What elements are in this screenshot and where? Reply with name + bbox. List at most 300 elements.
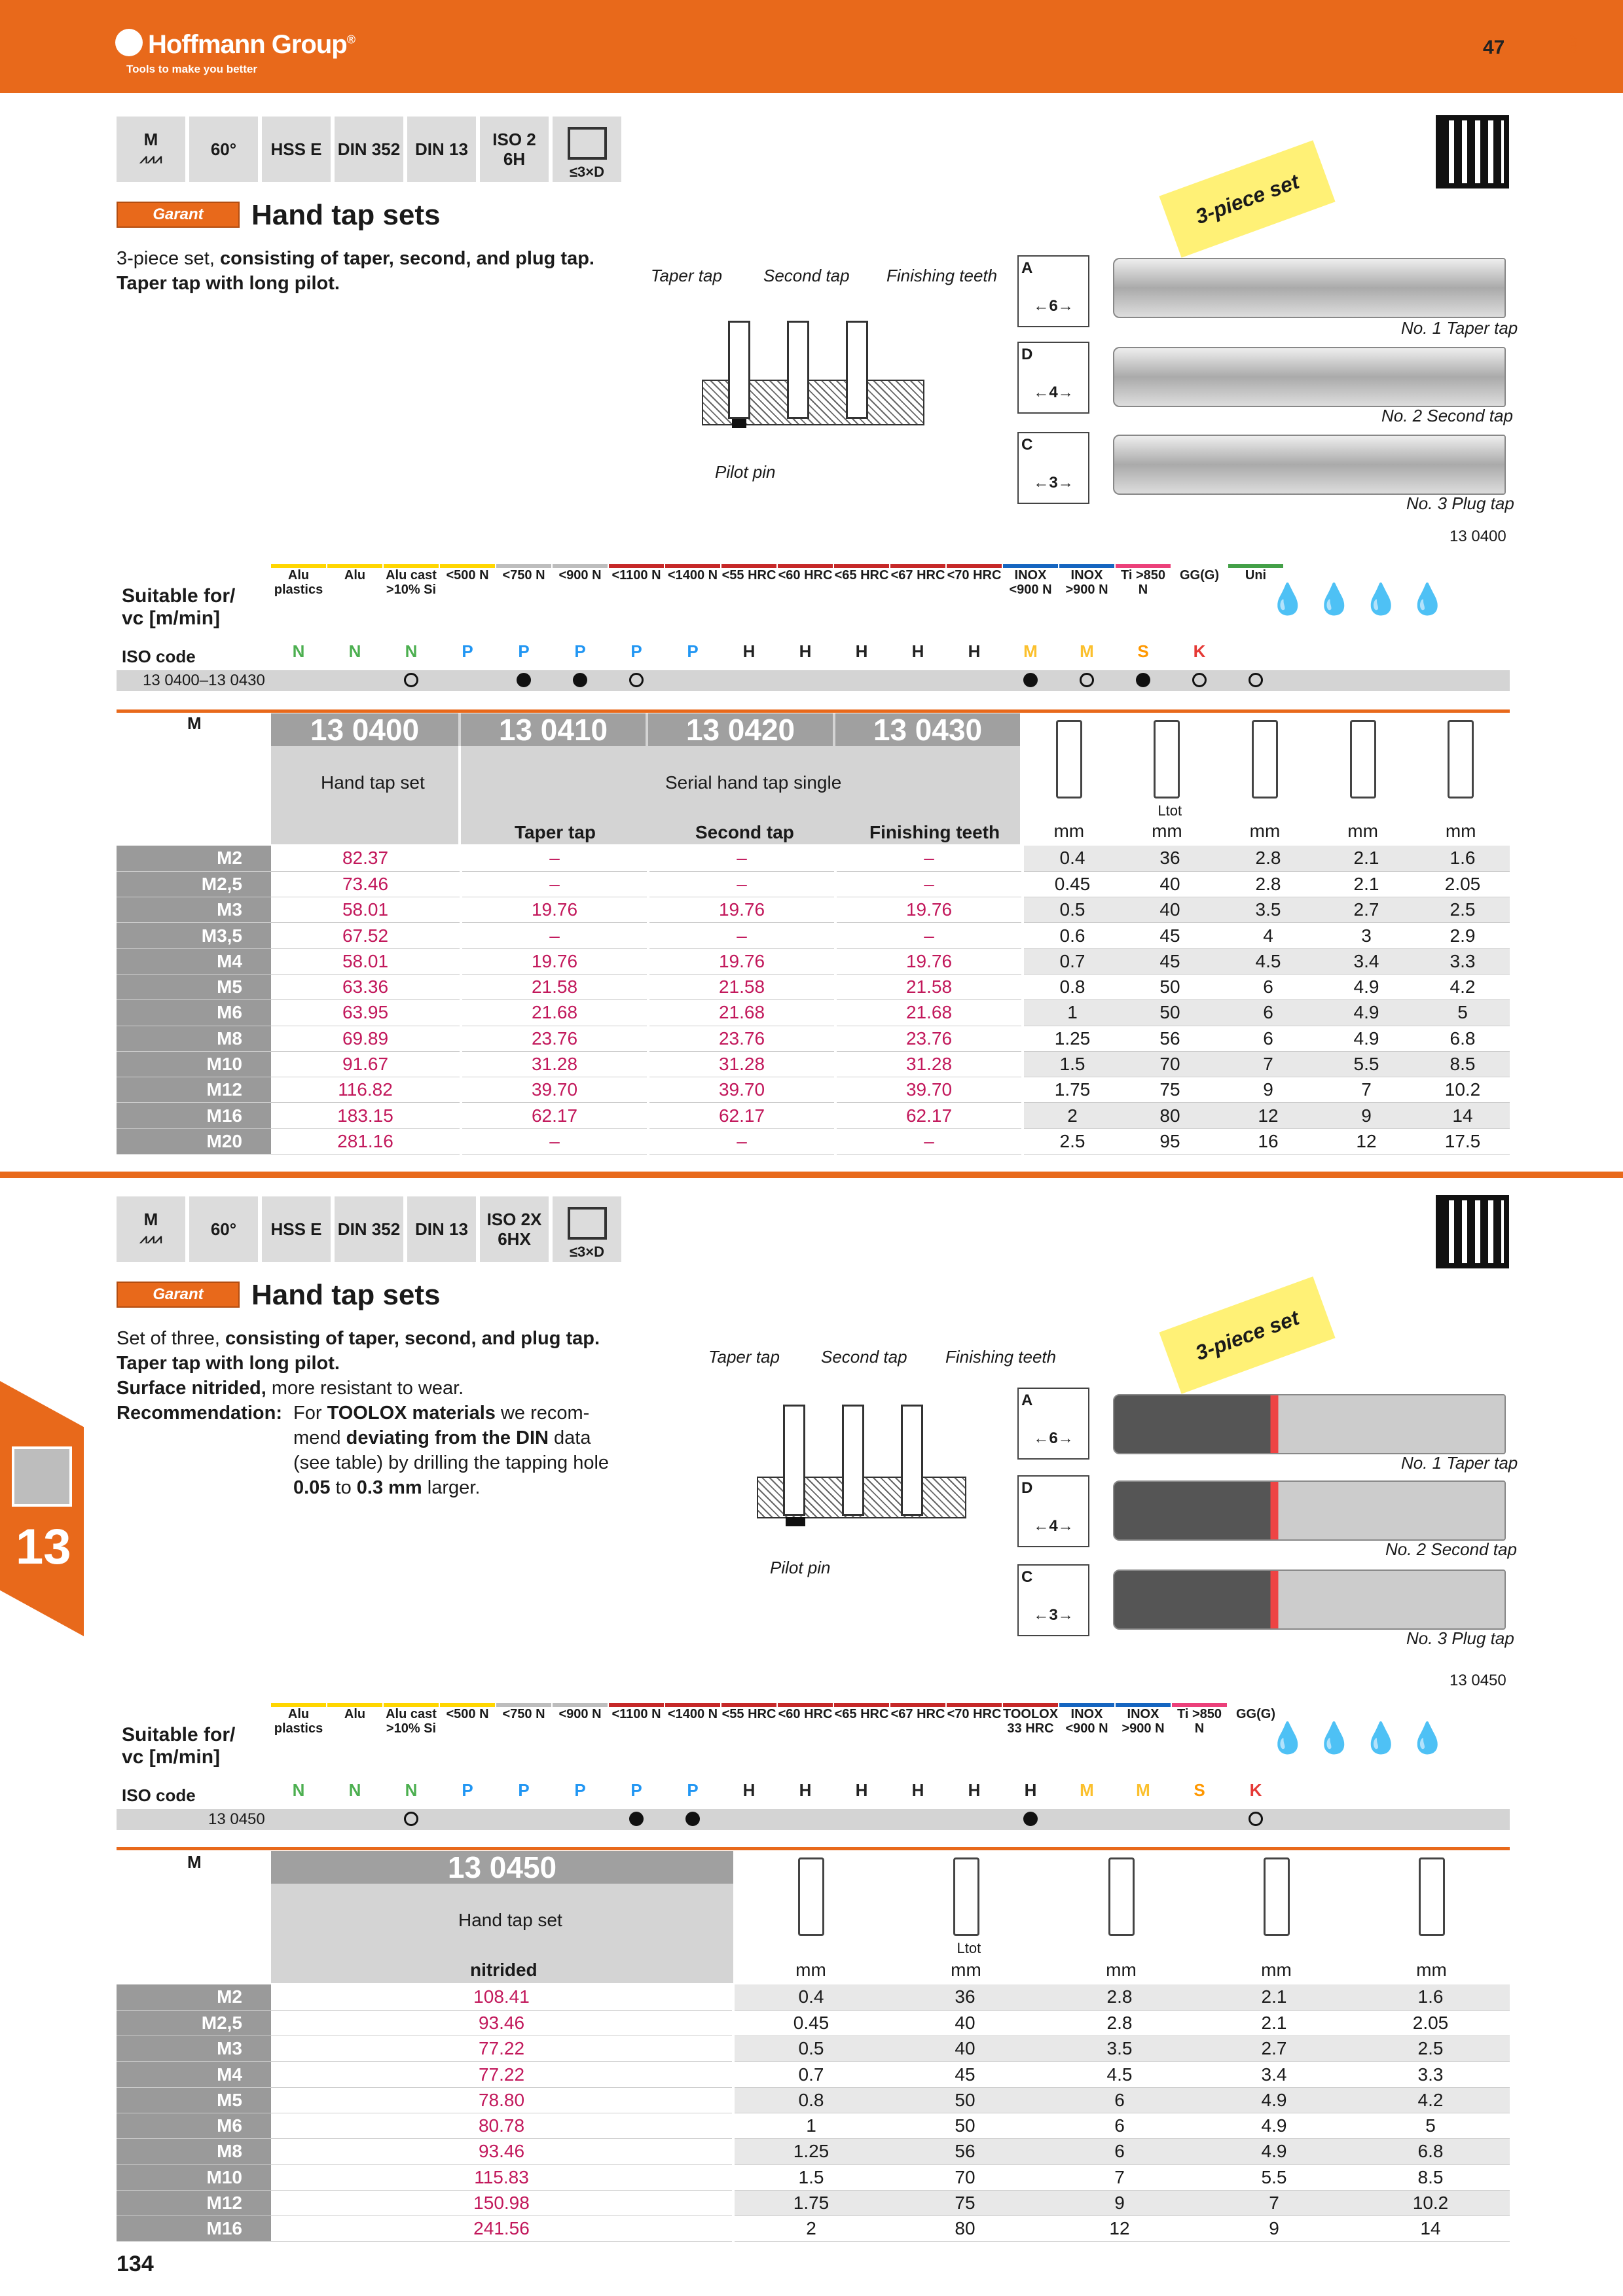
table-row bbox=[117, 2113, 1510, 2138]
price-cell: 183.15 bbox=[271, 1103, 461, 1128]
dimension-cell: 36 bbox=[1121, 846, 1219, 871]
category-15: INOX >900 N bbox=[1122, 1707, 1165, 1736]
category-6: <1100 N bbox=[611, 1707, 661, 1721]
dimension-cell: 3.4 bbox=[1317, 948, 1415, 974]
iso-code-2: N bbox=[405, 641, 418, 661]
dimension-cell: 6 bbox=[1042, 2139, 1197, 2164]
price-cell: 73.46 bbox=[271, 871, 461, 897]
dimension-cell: 1.25 bbox=[733, 2139, 888, 2164]
dimension-cell: 3.4 bbox=[1197, 2062, 1351, 2087]
price-cell: 39.70 bbox=[648, 1077, 835, 1103]
table1 bbox=[117, 846, 1510, 1155]
brand-logo-icon bbox=[115, 29, 143, 56]
unit-label: mm bbox=[1249, 821, 1281, 841]
dimension-cell: 1.75 bbox=[1023, 1077, 1121, 1103]
section2-title: Hand tap sets bbox=[251, 1279, 441, 1311]
dimension-cell: 1.6 bbox=[1351, 1984, 1510, 2010]
spec-thread-m: M ⩘⩘⩘ bbox=[117, 117, 185, 182]
price-cell: – bbox=[648, 1128, 835, 1154]
table-row bbox=[117, 2036, 1510, 2062]
category-columns bbox=[271, 568, 1358, 666]
price-cell: 78.80 bbox=[271, 2087, 733, 2113]
iso-code-3: P bbox=[462, 641, 473, 661]
col-nitrided: nitrided bbox=[470, 1960, 538, 1980]
unit-label: mm bbox=[951, 1960, 981, 1980]
iso-code-15: M bbox=[1136, 1780, 1150, 1800]
size-cell: M6 bbox=[117, 1000, 271, 1026]
iso-code-11: H bbox=[911, 641, 924, 661]
tap-image-3 bbox=[1113, 1570, 1506, 1630]
table-row bbox=[117, 923, 1510, 948]
brand-name: Hoffmann Group® bbox=[148, 30, 355, 59]
hand-tap-set-label: Hand tap set bbox=[321, 772, 425, 793]
iso-code-12: H bbox=[968, 1780, 981, 1800]
dimension-cell: 6 bbox=[1219, 1000, 1317, 1026]
size-cell: M5 bbox=[117, 974, 271, 999]
price-cell: 91.67 bbox=[271, 1051, 461, 1077]
iso-code-11: H bbox=[911, 1780, 924, 1800]
dimension-cell: 4.9 bbox=[1317, 1026, 1415, 1051]
price-cell: – bbox=[648, 871, 835, 897]
unit-label: mm bbox=[1445, 821, 1476, 841]
category-0: Alu plastics bbox=[274, 1707, 323, 1736]
spec-icons bbox=[117, 117, 621, 182]
dimension-cell: 4.9 bbox=[1197, 2087, 1351, 2113]
iso-code-2: N bbox=[405, 1780, 418, 1800]
article-13-0450: 13 0450 bbox=[271, 1851, 733, 1884]
spec-din352: DIN 352 bbox=[335, 117, 403, 182]
size-cell: M4 bbox=[117, 948, 271, 974]
spec-depth: ≤3×D bbox=[553, 117, 621, 182]
table-row bbox=[117, 2087, 1510, 2113]
dimension-cell: 5.5 bbox=[1197, 2164, 1351, 2190]
size-cell: M2 bbox=[117, 1984, 271, 2010]
size-cell: M3 bbox=[117, 2036, 271, 2062]
price-cell: – bbox=[461, 846, 648, 871]
category-9: <60 HRC bbox=[778, 1707, 833, 1721]
price-cell: 63.36 bbox=[271, 974, 461, 999]
col-second: Second tap bbox=[695, 822, 794, 842]
price-cell: 21.58 bbox=[461, 974, 648, 999]
chapter-tab bbox=[0, 1381, 84, 1636]
category-5: <900 N bbox=[558, 1707, 602, 1721]
price-cell: 67.52 bbox=[271, 923, 461, 948]
dimension-cell: 3.5 bbox=[1219, 897, 1317, 923]
price-cell: 19.76 bbox=[461, 897, 648, 923]
iso-code-6: P bbox=[630, 1780, 642, 1800]
dimension-icon bbox=[1252, 720, 1278, 798]
dimension-cell: 2 bbox=[733, 2216, 888, 2242]
dimension-cell: 2.1 bbox=[1197, 1984, 1351, 2010]
dimension-cell: 12 bbox=[1317, 1128, 1415, 1154]
table1-col-m: M bbox=[187, 713, 202, 733]
price-cell: 62.17 bbox=[461, 1103, 648, 1128]
coolant-icons: 💧💧💧💧 bbox=[1269, 582, 1456, 616]
dimension-cell: 7 bbox=[1197, 2190, 1351, 2215]
iso-code-12: H bbox=[968, 641, 981, 661]
dimension-cell: 16 bbox=[1219, 1128, 1317, 1154]
tap-image-1 bbox=[1113, 1394, 1506, 1454]
dimension-cell: 45 bbox=[1121, 948, 1219, 974]
dimension-cell: 95 bbox=[1121, 1128, 1219, 1154]
dimension-cell: 45 bbox=[888, 2062, 1042, 2087]
iso-code-5: P bbox=[574, 1780, 586, 1800]
dimension-icon bbox=[1056, 720, 1082, 798]
dimension-cell: 75 bbox=[888, 2190, 1042, 2215]
size-cell: M8 bbox=[117, 2139, 271, 2164]
dimension-cell: 1 bbox=[1023, 1000, 1121, 1026]
price-cell: 23.76 bbox=[835, 1026, 1023, 1051]
dimension-cell: 50 bbox=[1121, 1000, 1219, 1026]
category-2: Alu cast >10% Si bbox=[386, 568, 437, 597]
conditional-dot bbox=[1192, 673, 1207, 687]
dimension-cell: 40 bbox=[888, 2010, 1042, 2036]
dimension-cell: 0.45 bbox=[733, 2010, 888, 2036]
iso-code-3: P bbox=[462, 1780, 473, 1800]
category-4: <750 N bbox=[502, 1707, 545, 1721]
size-cell: M20 bbox=[117, 1128, 271, 1154]
dimension-cell: 80 bbox=[888, 2216, 1042, 2242]
suitability-block bbox=[117, 568, 1510, 694]
iso-code-13: H bbox=[1024, 1780, 1037, 1800]
dimension-cell: 4.2 bbox=[1415, 974, 1510, 999]
price-cell: 108.41 bbox=[271, 1984, 733, 2010]
dimension-cell: 6.8 bbox=[1351, 2139, 1510, 2164]
table-row bbox=[117, 974, 1510, 999]
dimension-cell: 6 bbox=[1219, 974, 1317, 999]
dimension-icon bbox=[798, 1857, 824, 1936]
dimension-cell: 4.9 bbox=[1197, 2113, 1351, 2138]
category-7: <1400 N bbox=[667, 568, 718, 583]
size-cell: M2,5 bbox=[117, 871, 271, 897]
category-11: <67 HRC bbox=[890, 568, 945, 583]
label-taper-tap: Taper tap bbox=[708, 1347, 780, 1367]
size-cell: M12 bbox=[117, 2190, 271, 2215]
price-cell: – bbox=[461, 923, 648, 948]
price-cell: 58.01 bbox=[271, 897, 461, 923]
price-cell: 19.76 bbox=[461, 948, 648, 974]
suitable-dot bbox=[1023, 1812, 1038, 1826]
unit-label: mm bbox=[1106, 1960, 1137, 1980]
dimension-cell: 2.8 bbox=[1042, 2010, 1197, 2036]
price-cell: 77.22 bbox=[271, 2062, 733, 2087]
vc-label: vc [m/min] bbox=[122, 607, 221, 629]
dimension-cell: 2.7 bbox=[1197, 2036, 1351, 2062]
size-cell: M4 bbox=[117, 2062, 271, 2087]
table-row bbox=[117, 948, 1510, 974]
iso-code-15: S bbox=[1137, 641, 1149, 661]
conditional-dot bbox=[1080, 673, 1094, 687]
spec-material: HSS E bbox=[262, 117, 331, 182]
dimension-cell: 8.5 bbox=[1415, 1051, 1510, 1077]
category-3: <500 N bbox=[446, 568, 489, 583]
article-ref: 13 0400 bbox=[1450, 528, 1506, 545]
section2-description: Set of three, consisting of taper, second, and plug tap. Taper tap with long pilot. Surface nitrided, more resistant to wear. Recommendation: For TOOLOX materials we recom- mend deviating from the DIN data (see table) by drilling the tapping hole 0.05 to 0.3 mm larger. bbox=[117, 1328, 610, 1498]
price-cell: 63.95 bbox=[271, 1000, 461, 1026]
category-14: INOX >900 N bbox=[1065, 568, 1108, 597]
dimension-cell: 6.8 bbox=[1415, 1026, 1510, 1051]
dimension-cell: 5 bbox=[1351, 2113, 1510, 2138]
coolant-icons: 💧💧💧💧 bbox=[1269, 1721, 1456, 1755]
dimension-cell: 0.5 bbox=[733, 2036, 888, 2062]
dimension-cell: 9 bbox=[1042, 2190, 1197, 2215]
dimension-icon bbox=[1154, 720, 1180, 798]
dimension-cell: 12 bbox=[1042, 2216, 1197, 2242]
unit-label: mm bbox=[1261, 1960, 1292, 1980]
size-cell: M5 bbox=[117, 2087, 271, 2113]
dimension-cell: 56 bbox=[888, 2139, 1042, 2164]
dimension-cell: 40 bbox=[888, 2036, 1042, 2062]
table-row bbox=[117, 1026, 1510, 1051]
category-8: <55 HRC bbox=[721, 1707, 776, 1721]
profile-c: C ←3→ bbox=[1017, 1564, 1089, 1636]
tap-diagram-2 bbox=[757, 1391, 966, 1529]
dimension-cell: 4.9 bbox=[1317, 974, 1415, 999]
category-5: <900 N bbox=[558, 568, 602, 583]
dimension-cell: 4.9 bbox=[1317, 1000, 1415, 1026]
article-13-0400: 13 0400 bbox=[271, 713, 458, 746]
hand-tap-set-label: Hand tap set bbox=[458, 1910, 562, 1930]
price-cell: 23.76 bbox=[648, 1026, 835, 1051]
price-cell: 62.17 bbox=[648, 1103, 835, 1128]
suitable-dot bbox=[629, 1812, 644, 1826]
tap-caption-2: No. 2 Second tap bbox=[1381, 406, 1513, 425]
category-17: GG(G) bbox=[1236, 1707, 1275, 1721]
category-16: Ti >850 N bbox=[1176, 1707, 1222, 1736]
iso-code-5: P bbox=[574, 641, 586, 661]
dimension-cell: 2.5 bbox=[1351, 2036, 1510, 2062]
dimension-cell: 6 bbox=[1042, 2087, 1197, 2113]
price-cell: 116.82 bbox=[271, 1077, 461, 1103]
dimension-cell: 6 bbox=[1042, 2113, 1197, 2138]
dimension-cell: 75 bbox=[1121, 1077, 1219, 1103]
range-label: 13 0400–13 0430 bbox=[143, 672, 265, 689]
iso-code-16: K bbox=[1193, 641, 1206, 661]
garant-badge: Garant bbox=[117, 1282, 240, 1308]
price-cell: 150.98 bbox=[271, 2190, 733, 2215]
category-3: <500 N bbox=[446, 1707, 489, 1721]
price-cell: 77.22 bbox=[271, 2036, 733, 2062]
dimension-cell: 56 bbox=[1121, 1026, 1219, 1051]
size-cell: M16 bbox=[117, 2216, 271, 2242]
profile-d: D ←4→ bbox=[1017, 342, 1089, 414]
range-label: 13 0450 bbox=[208, 1810, 265, 1828]
category-10: <65 HRC bbox=[834, 1707, 889, 1721]
dimension-cell: 2.5 bbox=[1415, 897, 1510, 923]
table-row bbox=[117, 2164, 1510, 2190]
depth-icon bbox=[568, 1207, 607, 1240]
iso-code-label: ISO code bbox=[122, 647, 196, 666]
unit-label: mm bbox=[1152, 821, 1182, 841]
profile-a: A ←6→ bbox=[1017, 1388, 1089, 1460]
dimension-cell: 2.8 bbox=[1219, 871, 1317, 897]
price-cell: 80.78 bbox=[271, 2113, 733, 2138]
spec-material: HSS E bbox=[262, 1196, 331, 1262]
suitable-dot bbox=[1023, 673, 1038, 687]
table-row bbox=[117, 1103, 1510, 1128]
dimension-cell: 3.3 bbox=[1415, 948, 1510, 974]
category-10: <65 HRC bbox=[834, 568, 889, 583]
table-row bbox=[117, 871, 1510, 897]
size-cell: M3,5 bbox=[117, 923, 271, 948]
label-finishing-teeth: Finishing teeth bbox=[945, 1347, 1057, 1367]
table-row bbox=[117, 2216, 1510, 2242]
dimension-cell: 40 bbox=[1121, 897, 1219, 923]
price-cell: 241.56 bbox=[271, 2216, 733, 2242]
table-row bbox=[117, 1000, 1510, 1026]
page-number-bottom: 134 bbox=[117, 2251, 154, 2276]
dimension-cell: 0.4 bbox=[733, 1984, 888, 2010]
suitable-label: Suitable for/ bbox=[122, 1724, 236, 1746]
size-cell: M10 bbox=[117, 2164, 271, 2190]
iso-code-8: H bbox=[742, 1780, 756, 1800]
dimension-cell: 4.2 bbox=[1351, 2087, 1510, 2113]
tap-image-1 bbox=[1113, 258, 1506, 318]
qr-code-icon bbox=[1436, 115, 1509, 188]
depth-icon bbox=[568, 127, 607, 160]
tap-image-2 bbox=[1113, 1480, 1506, 1541]
label-pilot-pin: Pilot pin bbox=[770, 1558, 831, 1577]
table-row bbox=[117, 2010, 1510, 2036]
size-cell: M8 bbox=[117, 1026, 271, 1051]
col-taper: Taper tap bbox=[515, 822, 596, 842]
category-1: Alu bbox=[344, 568, 366, 583]
table-row bbox=[117, 2139, 1510, 2164]
dimension-cell: 6 bbox=[1219, 1026, 1317, 1051]
dimension-icon bbox=[1419, 1857, 1445, 1936]
category-9: <60 HRC bbox=[778, 568, 833, 583]
category-11: <67 HRC bbox=[890, 1707, 945, 1721]
dimension-cell: 2.8 bbox=[1042, 1984, 1197, 2010]
category-15: Ti >850 N bbox=[1120, 568, 1166, 597]
spec-angle: 60° bbox=[189, 117, 258, 182]
spec-depth: ≤3×D bbox=[553, 1196, 621, 1262]
iso-code-9: H bbox=[799, 641, 812, 661]
price-cell: – bbox=[461, 1128, 648, 1154]
category-12: <70 HRC bbox=[947, 1707, 1002, 1721]
category-columns bbox=[271, 1707, 1358, 1805]
serial-label: Serial hand tap single bbox=[665, 772, 842, 793]
category-2: Alu cast >10% Si bbox=[386, 1707, 437, 1736]
section-separator bbox=[0, 1172, 1623, 1178]
label-taper-tap: Taper tap bbox=[651, 266, 722, 285]
dimension-cell: 4.5 bbox=[1219, 948, 1317, 974]
dimension-cell: 50 bbox=[888, 2113, 1042, 2138]
suitable-dot bbox=[517, 673, 531, 687]
dimension-cell: 1 bbox=[733, 2113, 888, 2138]
size-cell: M3 bbox=[117, 897, 271, 923]
dimension-cell: 1.25 bbox=[1023, 1026, 1121, 1051]
price-cell: 82.37 bbox=[271, 846, 461, 871]
dimension-cell: 5 bbox=[1415, 1000, 1510, 1026]
dimension-cell: 9 bbox=[1317, 1103, 1415, 1128]
dimension-cell: 3.5 bbox=[1042, 2036, 1197, 2062]
three-piece-stamp: 3-piece set bbox=[1159, 140, 1335, 257]
label-second-tap: Second tap bbox=[821, 1347, 907, 1367]
brand-slogan: Tools to make you better bbox=[126, 63, 257, 75]
ltot-label: Ltot bbox=[1158, 802, 1182, 819]
price-cell: – bbox=[835, 1128, 1023, 1154]
category-17: Uni bbox=[1245, 568, 1267, 583]
table-row bbox=[117, 1984, 1510, 2010]
article-ref: 13 0450 bbox=[1450, 1672, 1506, 1689]
price-cell: 31.28 bbox=[461, 1051, 648, 1077]
tap-caption-1: No. 1 Taper tap bbox=[1401, 318, 1518, 338]
size-cell: M16 bbox=[117, 1103, 271, 1128]
dimension-cell: 3.3 bbox=[1351, 2062, 1510, 2087]
price-cell: 115.83 bbox=[271, 2164, 733, 2190]
price-cell: 39.70 bbox=[461, 1077, 648, 1103]
price-cell: 21.68 bbox=[461, 1000, 648, 1026]
unit-label: mm bbox=[1416, 1960, 1447, 1980]
dimension-cell: 12 bbox=[1219, 1103, 1317, 1128]
table-row bbox=[117, 1051, 1510, 1077]
drill-icon bbox=[12, 1446, 72, 1507]
price-cell: – bbox=[835, 846, 1023, 871]
price-cell: – bbox=[461, 871, 648, 897]
price-cell: 93.46 bbox=[271, 2139, 733, 2164]
article-13-0420: 13 0420 bbox=[648, 713, 833, 746]
dimension-cell: 9 bbox=[1197, 2216, 1351, 2242]
iso-code-1: N bbox=[348, 641, 361, 661]
dimension-cell: 3 bbox=[1317, 923, 1415, 948]
size-cell: M6 bbox=[117, 2113, 271, 2138]
size-cell: M12 bbox=[117, 1077, 271, 1103]
category-7: <1400 N bbox=[667, 1707, 718, 1721]
dimension-cell: 2.1 bbox=[1197, 2010, 1351, 2036]
dimension-cell: 0.7 bbox=[733, 2062, 888, 2087]
table2-rule bbox=[117, 1847, 1510, 1850]
dimension-cell: 4.9 bbox=[1197, 2139, 1351, 2164]
dimension-icon bbox=[1264, 1857, 1290, 1936]
dimension-cell: 1.6 bbox=[1415, 846, 1510, 871]
category-0: Alu plastics bbox=[274, 568, 323, 597]
table-row bbox=[117, 2190, 1510, 2215]
category-8: <55 HRC bbox=[721, 568, 776, 583]
price-cell: 19.76 bbox=[835, 948, 1023, 974]
chapter-number: 13 bbox=[16, 1519, 71, 1575]
size-cell: M2,5 bbox=[117, 2010, 271, 2036]
price-cell: 281.16 bbox=[271, 1128, 461, 1154]
section1-description: 3-piece set, consisting of taper, second, and plug tap. Taper tap with long pilot. bbox=[117, 248, 594, 294]
vc-label: vc [m/min] bbox=[122, 1746, 221, 1768]
dimension-cell: 0.7 bbox=[1023, 948, 1121, 974]
price-cell: – bbox=[835, 871, 1023, 897]
iso-code-14: M bbox=[1080, 1780, 1094, 1800]
garant-badge: Garant bbox=[117, 202, 240, 228]
three-piece-stamp: 3-piece set bbox=[1159, 1276, 1335, 1393]
category-14: INOX <900 N bbox=[1065, 1707, 1108, 1736]
dimension-icon bbox=[1350, 720, 1376, 798]
dimension-cell: 80 bbox=[1121, 1103, 1219, 1128]
dimension-cell: 0.45 bbox=[1023, 871, 1121, 897]
spec-thread-m: M ⩘⩘⩘ bbox=[117, 1196, 185, 1262]
dimension-cell: 1.5 bbox=[1023, 1051, 1121, 1077]
conditional-dot bbox=[404, 673, 418, 687]
article-13-0430: 13 0430 bbox=[835, 713, 1020, 746]
category-13: TOOLOX 33 HRC bbox=[1003, 1707, 1059, 1736]
ltot-label: Ltot bbox=[957, 1940, 981, 1956]
language-code: GBP bbox=[1568, 34, 1578, 54]
dimension-cell: 7 bbox=[1317, 1077, 1415, 1103]
price-cell: 21.68 bbox=[835, 1000, 1023, 1026]
dimension-cell: 2 bbox=[1023, 1103, 1121, 1128]
dimension-cell: 40 bbox=[1121, 871, 1219, 897]
iso-code-13: M bbox=[1023, 641, 1038, 661]
price-cell: 19.76 bbox=[835, 897, 1023, 923]
label-pilot-pin: Pilot pin bbox=[715, 462, 776, 482]
price-cell: 58.01 bbox=[271, 948, 461, 974]
